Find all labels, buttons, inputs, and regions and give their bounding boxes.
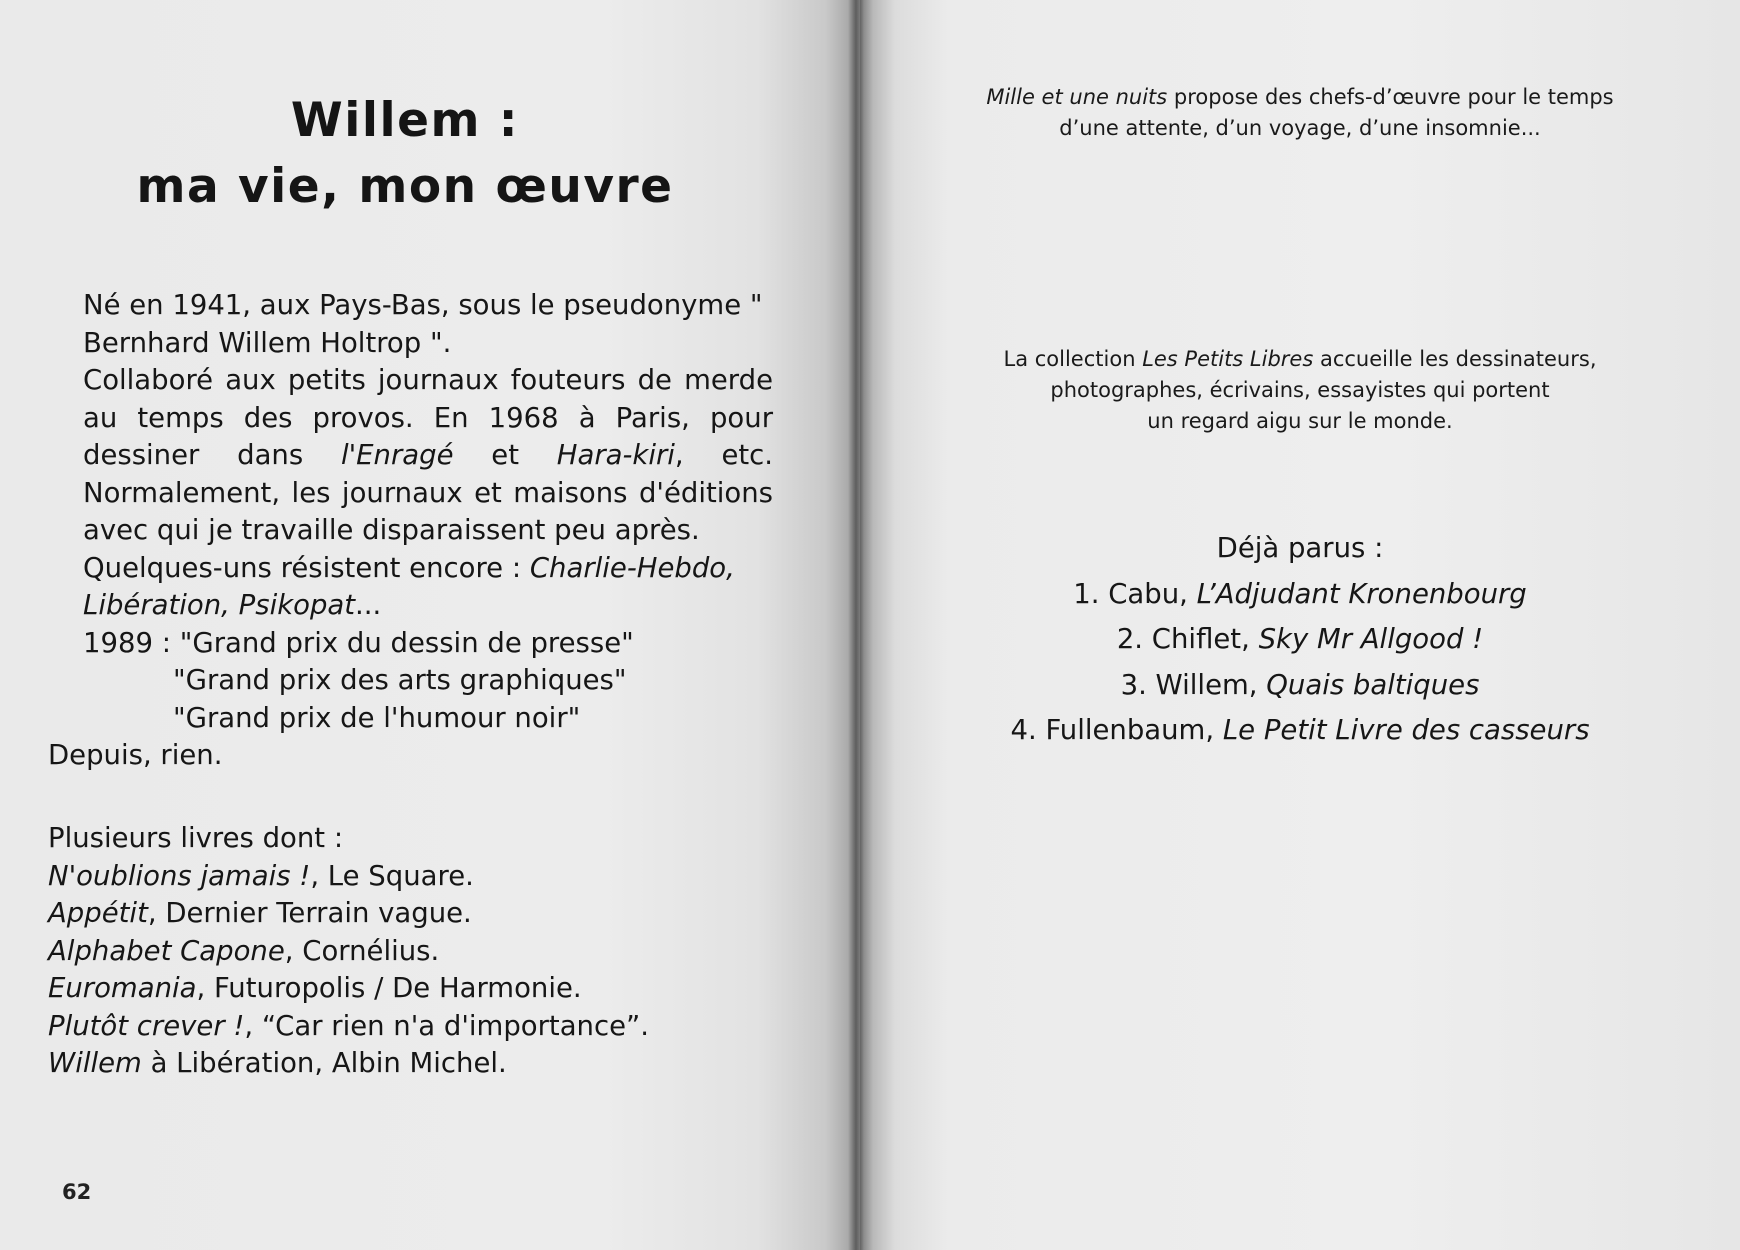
book-item <box>48 1008 773 1046</box>
prize-line-1 <box>48 625 773 663</box>
bio-p3-ellipsis: ... <box>355 589 382 621</box>
book-title: Alphabet Capone <box>48 934 285 967</box>
bio-p2-text-c: , etc. Normalement, les journaux et maisons d'éditions avec qui je travaille disparaissent peu après. <box>83 439 774 546</box>
bio-since: Depuis, rien. <box>48 739 223 771</box>
series-name: Mille et une nuits <box>986 85 1168 109</box>
intro-text: propose des chefs-d’œuvre pour le temps <box>1167 85 1614 109</box>
book-item <box>48 1045 773 1083</box>
title-line-2: ma vie, mon œuvre <box>136 159 674 214</box>
collection-line-3: un regard aigu sur le monde. <box>1147 409 1453 433</box>
book-title: Appétit <box>48 897 148 929</box>
book-publisher: , Futuropolis / De Harmonie. <box>196 972 582 1004</box>
series-intro <box>860 82 1740 144</box>
bio-enrage-title: l'Enragé <box>340 439 454 471</box>
book-item <box>48 858 773 896</box>
collection-description <box>860 344 1740 437</box>
collection-name: Les Petits Libres <box>1142 347 1314 371</box>
published-item <box>860 617 1740 663</box>
bio-paragraph-3 <box>48 550 773 625</box>
collection-text-a: La collection <box>1003 347 1143 371</box>
published-title: Le Petit Livre des casseurs <box>1222 714 1590 746</box>
book-title: N'oublions jamais ! <box>48 859 311 892</box>
biography <box>48 287 773 775</box>
bio-harakiri-title: Hara-kiri <box>556 439 675 471</box>
published-item <box>860 572 1740 618</box>
page-title <box>100 88 710 220</box>
prize-2: "Grand prix des arts graphiques" <box>173 664 627 696</box>
book-title: Plutôt crever ! <box>48 1009 245 1042</box>
prize-3: "Grand prix de l'humour noir" <box>173 701 581 734</box>
published-title: L’Adjudant Kronenbourg <box>1196 577 1527 610</box>
prize-year: 1989 : <box>83 626 180 659</box>
intro-line-1 <box>860 82 1740 113</box>
page-number: 62 <box>62 1180 92 1204</box>
published-author: 4. Fullenbaum, <box>1010 714 1223 746</box>
book-gutter <box>848 0 864 1250</box>
book-item <box>48 895 773 933</box>
published-item <box>860 663 1740 709</box>
collection-text-b: accueille les dessinateurs, <box>1313 347 1597 371</box>
prize-1: "Grand prix du dessin de presse" <box>179 626 634 659</box>
bio-p3-text: Quelques-uns résistent encore : <box>83 551 530 584</box>
right-page <box>860 0 1740 1250</box>
books-heading: Plusieurs livres dont : <box>48 822 344 854</box>
published-list <box>860 526 1740 754</box>
collection-line-1 <box>860 344 1740 375</box>
book-item <box>48 933 773 971</box>
title-line-1: Willem : <box>290 93 520 148</box>
published-author: 1. Cabu, <box>1073 577 1197 610</box>
published-heading: Déjà parus : <box>1216 532 1384 564</box>
book-publisher: à Libération, Albin Michel. <box>141 1047 507 1079</box>
collection-line-2: photographes, écrivains, essayistes qui portent <box>1050 378 1550 402</box>
book-title: Willem <box>48 1047 142 1079</box>
published-author: 2. Chiflet, <box>1116 623 1259 655</box>
published-title: Quais baltiques <box>1266 668 1480 701</box>
book-publisher: , Le Square. <box>310 859 474 892</box>
bio-paragraph-2 <box>48 362 773 550</box>
published-item <box>860 708 1740 754</box>
published-author: 3. Willem, <box>1120 668 1267 701</box>
book-publisher: , “Car rien n'a d'importance”. <box>244 1009 649 1042</box>
book-item <box>48 970 773 1008</box>
book-publisher: , Dernier Terrain vague. <box>147 897 472 929</box>
bio-p3-titles: Charlie-Hebdo, Libération, Psikopat <box>83 551 735 621</box>
bio-p2-text-b: et <box>453 439 557 471</box>
books-list <box>48 820 773 1083</box>
bio-p2-text-a: Collaboré aux petits journaux fouteurs de merde au temps des provos. En 1968 à Paris, pour dessiner dans <box>83 364 773 471</box>
book-publisher: , Cornélius. <box>284 934 440 967</box>
book-title: Euromania <box>48 972 197 1004</box>
left-page <box>0 0 860 1250</box>
bio-paragraph-1: Né en 1941, aux Pays-Bas, sous le pseudonyme " Bernhard Willem Holtrop ". <box>83 289 763 359</box>
published-title: Sky Mr Allgood ! <box>1258 623 1484 655</box>
intro-line-2: d’une attente, d’un voyage, d’une insomnie... <box>1059 116 1541 140</box>
